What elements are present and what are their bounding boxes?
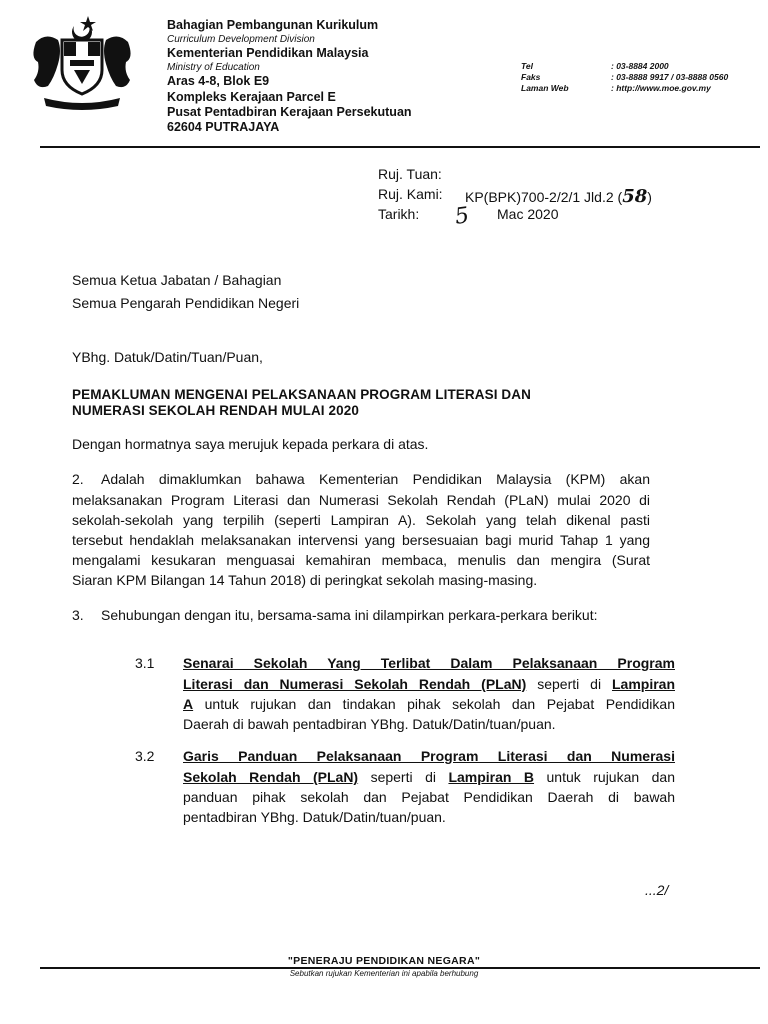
para3-text: Sehubungan dengan itu, bersama-sama ini dilampirkan perkara-perkara berikut:	[101, 607, 598, 623]
para2-line-1: Adalah dimaklumkan bahawa Kementerian Pendidikan Malaysia (KPM) akan	[101, 471, 650, 487]
para2-line-6: Siaran KPM Bilangan 14 Tahun 2018) di peringkat sekolah masing-masing.	[72, 572, 538, 588]
contact-web-label: Laman Web	[521, 83, 569, 93]
contact-fax-label: Faks	[521, 72, 541, 82]
item-3-1-line-4: Daerah di bawah pentadbiran YBhg. Datuk/Datin/tuan/puan.	[183, 716, 556, 732]
subject-line-1: PEMAKLUMAN MENGENAI PELAKSANAAN PROGRAM LITERASI DAN	[72, 387, 531, 402]
opening-sentence: Dengan hormatnya saya merujuk kepada perkara di atas.	[72, 436, 429, 452]
item-3-1-line-1: Senarai Sekolah Yang Terlibat Dalam Pelaksanaan Program	[183, 655, 675, 671]
page-continuation: ...2/	[645, 882, 669, 898]
salutation: YBhg. Datuk/Datin/Tuan/Puan,	[72, 349, 263, 365]
item-3-2-line-3: panduan pihak sekolah dan Pejabat Pendidikan Daerah di bawah	[183, 789, 675, 805]
contact-web-value: : http://www.moe.gov.my	[611, 83, 711, 93]
ruj-tuan-label: Ruj. Tuan:	[378, 166, 442, 182]
footer-note: Sebutkan rujukan Kementerian ini apabila berhubung	[289, 969, 479, 978]
division-name-english: Curriculum Development Division	[167, 34, 315, 45]
ministry-name: Kementerian Pendidikan Malaysia	[167, 46, 369, 60]
contact-fax-value: : 03-8888 9917 / 03-8888 0560	[611, 72, 729, 82]
address-line-1: Aras 4-8, Blok E9	[167, 74, 270, 88]
para2-line-3: sekolah-sekolah yang terpilih (seperti Lampiran A). Sekolah yang telah dikenal pasti	[72, 512, 650, 528]
para3-number: 3.	[72, 607, 84, 623]
para2-number: 2.	[72, 471, 84, 487]
ministry-crest-logo	[30, 12, 134, 112]
footer-motto: "PENERAJU PENDIDIKAN NEGARA"	[287, 955, 481, 967]
tarikh-label: Tarikh:	[378, 206, 420, 222]
item-3-2-line-4: pentadbiran YBhg. Datuk/Datin/tuan/puan.	[183, 809, 446, 825]
address-line-3: Pusat Pentadbiran Kerajaan Persekutuan	[167, 105, 412, 119]
para2-line-4: tersebut hendaklah melaksanakan intervensi yang bersesuaian bagi murid Tahap 1 yang	[72, 532, 650, 548]
para2-line-5: mengalami kesukaran menguasai kemahiran membaca, menulis dan mengira (Surat	[72, 552, 650, 568]
address-line-4: 62604 PUTRAJAYA	[167, 120, 280, 134]
item-3-1-line-3: A untuk rujukan dan tindakan pihak sekolah dan Pejabat Pendidikan	[183, 696, 675, 712]
item-3-2-line-2: Sekolah Rendah (PLaN) seperti di Lampiran B untuk rujukan dan	[183, 769, 675, 785]
subject-line-2: NUMERASI SEKOLAH RENDAH MULAI 2020	[72, 403, 359, 418]
item-3-2-line-1: Garis Panduan Pelaksanaan Program Literasi dan Numerasi	[183, 748, 675, 764]
ruj-kami-label: Ruj. Kami:	[378, 186, 443, 202]
recipient-line-2: Semua Pengarah Pendidikan Negeri	[72, 295, 300, 311]
handwritten-ref-number: 58	[622, 186, 648, 207]
division-name: Bahagian Pembangunan Kurikulum	[167, 18, 379, 32]
handwritten-date-day: 5	[453, 203, 471, 230]
para2-line-2: melaksanakan Program Literasi dan Numerasi Sekolah Rendah (PLaN) mulai 2020 di	[72, 492, 650, 508]
ministry-name-english: Ministry of Education	[167, 62, 260, 73]
item-3-2-number: 3.2	[135, 748, 155, 764]
ruj-kami-value: KP(BPK)700-2/2/1 Jld.2 (58)	[465, 186, 652, 207]
contact-tel-value: : 03-8884 2000	[611, 61, 669, 71]
item-3-1-line-2: Literasi dan Numerasi Sekolah Rendah (PLaN) seperti di Lampiran	[183, 676, 675, 692]
tarikh-value: Mac 2020	[497, 206, 559, 222]
item-3-1-number: 3.1	[135, 655, 155, 671]
letterhead-divider	[40, 146, 760, 148]
contact-tel-label: Tel	[521, 61, 533, 71]
recipient-line-1: Semua Ketua Jabatan / Bahagian	[72, 272, 282, 288]
address-line-2: Kompleks Kerajaan Parcel E	[167, 90, 336, 104]
